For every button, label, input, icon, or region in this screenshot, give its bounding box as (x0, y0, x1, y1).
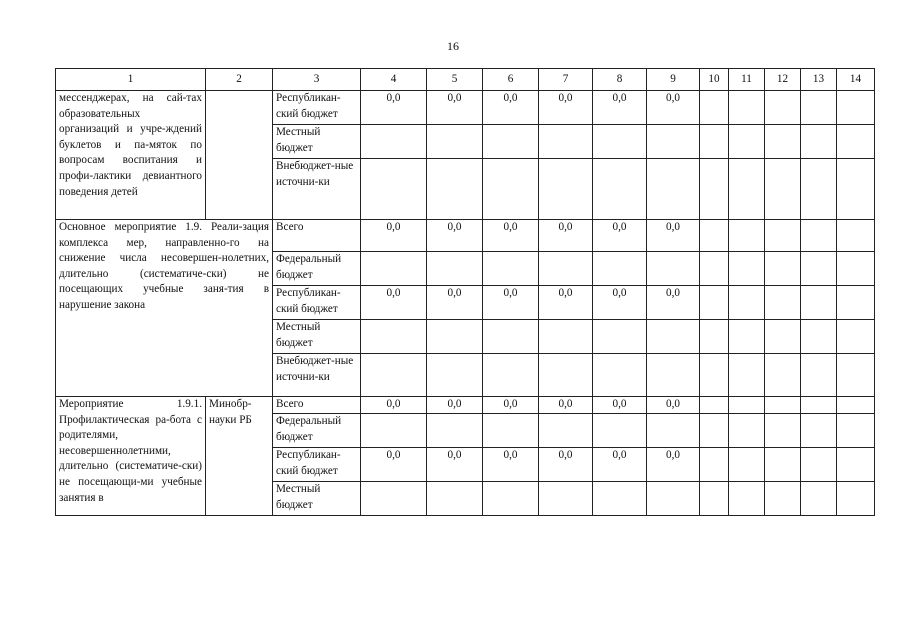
column-header: 7 (539, 69, 593, 91)
value-cell (361, 320, 427, 354)
value-cell (593, 354, 647, 397)
empty-cell (765, 91, 801, 125)
empty-cell (837, 397, 875, 414)
empty-cell (837, 286, 875, 320)
empty-cell (765, 414, 801, 448)
value-cell: 0,0 (593, 448, 647, 482)
empty-cell (729, 397, 765, 414)
value-cell: 0,0 (361, 91, 427, 125)
page-number: 16 (447, 39, 459, 53)
empty-cell (700, 286, 729, 320)
value-cell (483, 320, 539, 354)
column-header: 14 (837, 69, 875, 91)
funding-source: Внебюджет-ные источни-ки (273, 354, 361, 397)
empty-cell (765, 354, 801, 397)
value-cell: 0,0 (647, 448, 700, 482)
empty-cell (700, 159, 729, 220)
column-header: 8 (593, 69, 647, 91)
value-cell: 0,0 (593, 220, 647, 252)
value-cell (647, 320, 700, 354)
empty-cell (729, 448, 765, 482)
value-cell: 0,0 (647, 220, 700, 252)
value-cell (593, 252, 647, 286)
empty-cell (729, 252, 765, 286)
funding-source: Республикан-ский бюджет (273, 448, 361, 482)
empty-cell (837, 252, 875, 286)
column-header: 9 (647, 69, 700, 91)
value-cell: 0,0 (483, 286, 539, 320)
value-cell: 0,0 (483, 397, 539, 414)
value-cell: 0,0 (593, 91, 647, 125)
value-cell (539, 414, 593, 448)
column-header: 10 (700, 69, 729, 91)
value-cell (647, 125, 700, 159)
column-header-row (56, 69, 875, 91)
value-cell: 0,0 (361, 448, 427, 482)
funding-source: Федеральный бюджет (273, 252, 361, 286)
funding-source: Местный бюджет (273, 482, 361, 516)
value-cell (483, 252, 539, 286)
empty-cell (729, 220, 765, 252)
value-cell: 0,0 (427, 397, 483, 414)
empty-cell (837, 320, 875, 354)
empty-cell (700, 397, 729, 414)
empty-cell (700, 354, 729, 397)
empty-cell (837, 482, 875, 516)
value-cell: 0,0 (361, 220, 427, 252)
column-header: 13 (801, 69, 837, 91)
value-cell (647, 482, 700, 516)
column-header: 3 (273, 69, 361, 91)
empty-cell (729, 125, 765, 159)
funding-source: Республикан-ский бюджет (273, 286, 361, 320)
value-cell: 0,0 (361, 397, 427, 414)
empty-cell (801, 125, 837, 159)
executor-cell (206, 91, 273, 220)
executor-cell: Минобр-науки РБ (206, 397, 273, 516)
empty-cell (765, 448, 801, 482)
column-header: 1 (56, 69, 206, 91)
column-header: 11 (729, 69, 765, 91)
table-row (56, 91, 875, 125)
empty-cell (837, 125, 875, 159)
empty-cell (837, 159, 875, 220)
value-cell: 0,0 (593, 397, 647, 414)
value-cell: 0,0 (427, 286, 483, 320)
column-header: 2 (206, 69, 273, 91)
value-cell (539, 354, 593, 397)
empty-cell (700, 220, 729, 252)
value-cell (539, 252, 593, 286)
empty-cell (700, 125, 729, 159)
value-cell (361, 252, 427, 286)
activity-description: Мероприятие 1.9.1. Профилактическая ра-бота с родителями, несовершеннолетними, длительно (систематиче-ски) не посещающи-ми учебные занятия в (56, 397, 206, 516)
value-cell: 0,0 (539, 91, 593, 125)
empty-cell (801, 397, 837, 414)
empty-cell (801, 354, 837, 397)
empty-cell (801, 252, 837, 286)
value-cell: 0,0 (647, 91, 700, 125)
value-cell (427, 125, 483, 159)
value-cell (593, 482, 647, 516)
table-row (56, 220, 875, 252)
empty-cell (765, 320, 801, 354)
funding-source: Местный бюджет (273, 125, 361, 159)
value-cell (647, 252, 700, 286)
empty-cell (801, 482, 837, 516)
activity-description: мессенджерах, на сай-тах образовательных организаций и учре-ждений буклетов и па-мяток по вопросам воспитания и профи-лактики девиантного поведения детей (56, 91, 206, 220)
value-cell (539, 320, 593, 354)
empty-cell (700, 414, 729, 448)
value-cell: 0,0 (647, 397, 700, 414)
value-cell (427, 354, 483, 397)
empty-cell (801, 414, 837, 448)
empty-cell (837, 91, 875, 125)
value-cell (361, 414, 427, 448)
value-cell (539, 482, 593, 516)
value-cell: 0,0 (427, 91, 483, 125)
empty-cell (729, 414, 765, 448)
empty-cell (765, 482, 801, 516)
empty-cell (765, 252, 801, 286)
value-cell (593, 125, 647, 159)
empty-cell (765, 159, 801, 220)
value-cell: 0,0 (593, 286, 647, 320)
column-header: 6 (483, 69, 539, 91)
value-cell (647, 354, 700, 397)
value-cell (539, 125, 593, 159)
empty-cell (801, 91, 837, 125)
value-cell (427, 414, 483, 448)
empty-cell (765, 397, 801, 414)
empty-cell (801, 220, 837, 252)
value-cell: 0,0 (539, 286, 593, 320)
value-cell (427, 159, 483, 220)
empty-cell (801, 159, 837, 220)
empty-cell (729, 482, 765, 516)
value-cell (483, 482, 539, 516)
empty-cell (729, 91, 765, 125)
value-cell: 0,0 (647, 286, 700, 320)
budget-table (55, 68, 875, 516)
value-cell (427, 482, 483, 516)
funding-source: Республикан-ский бюджет (273, 91, 361, 125)
funding-source: Всего (273, 220, 361, 252)
value-cell (361, 354, 427, 397)
empty-cell (837, 414, 875, 448)
empty-cell (700, 252, 729, 286)
value-cell (483, 354, 539, 397)
empty-cell (729, 159, 765, 220)
value-cell (593, 159, 647, 220)
funding-source: Федеральный бюджет (273, 414, 361, 448)
value-cell: 0,0 (483, 220, 539, 252)
value-cell (483, 159, 539, 220)
value-cell: 0,0 (539, 397, 593, 414)
value-cell (483, 414, 539, 448)
value-cell (427, 320, 483, 354)
empty-cell (765, 286, 801, 320)
funding-source: Всего (273, 397, 361, 414)
value-cell: 0,0 (539, 448, 593, 482)
empty-cell (801, 286, 837, 320)
column-header: 5 (427, 69, 483, 91)
empty-cell (801, 320, 837, 354)
empty-cell (837, 448, 875, 482)
value-cell (427, 252, 483, 286)
empty-cell (700, 448, 729, 482)
empty-cell (729, 320, 765, 354)
empty-cell (729, 354, 765, 397)
value-cell: 0,0 (483, 448, 539, 482)
empty-cell (837, 354, 875, 397)
value-cell (361, 159, 427, 220)
value-cell (483, 125, 539, 159)
value-cell (361, 482, 427, 516)
column-header: 12 (765, 69, 801, 91)
value-cell (539, 159, 593, 220)
value-cell: 0,0 (427, 448, 483, 482)
empty-cell (700, 320, 729, 354)
funding-source: Внебюджет-ные источни-ки (273, 159, 361, 220)
value-cell (361, 125, 427, 159)
activity-description: Основное мероприятие 1.9. Реали-зация комплекса мер, направленно-го на снижение числа несовершен-нолетних, длительно (систематиче-ски) не посещающих учебные заня-тия в нарушение закона (56, 220, 273, 397)
table-row (56, 397, 875, 414)
empty-cell (801, 448, 837, 482)
value-cell: 0,0 (427, 220, 483, 252)
value-cell (647, 414, 700, 448)
column-header: 4 (361, 69, 427, 91)
empty-cell (700, 482, 729, 516)
empty-cell (837, 220, 875, 252)
value-cell: 0,0 (361, 286, 427, 320)
value-cell (593, 320, 647, 354)
funding-source: Местный бюджет (273, 320, 361, 354)
empty-cell (729, 286, 765, 320)
value-cell: 0,0 (483, 91, 539, 125)
value-cell (593, 414, 647, 448)
value-cell (647, 159, 700, 220)
empty-cell (700, 91, 729, 125)
value-cell: 0,0 (539, 220, 593, 252)
empty-cell (765, 125, 801, 159)
empty-cell (765, 220, 801, 252)
